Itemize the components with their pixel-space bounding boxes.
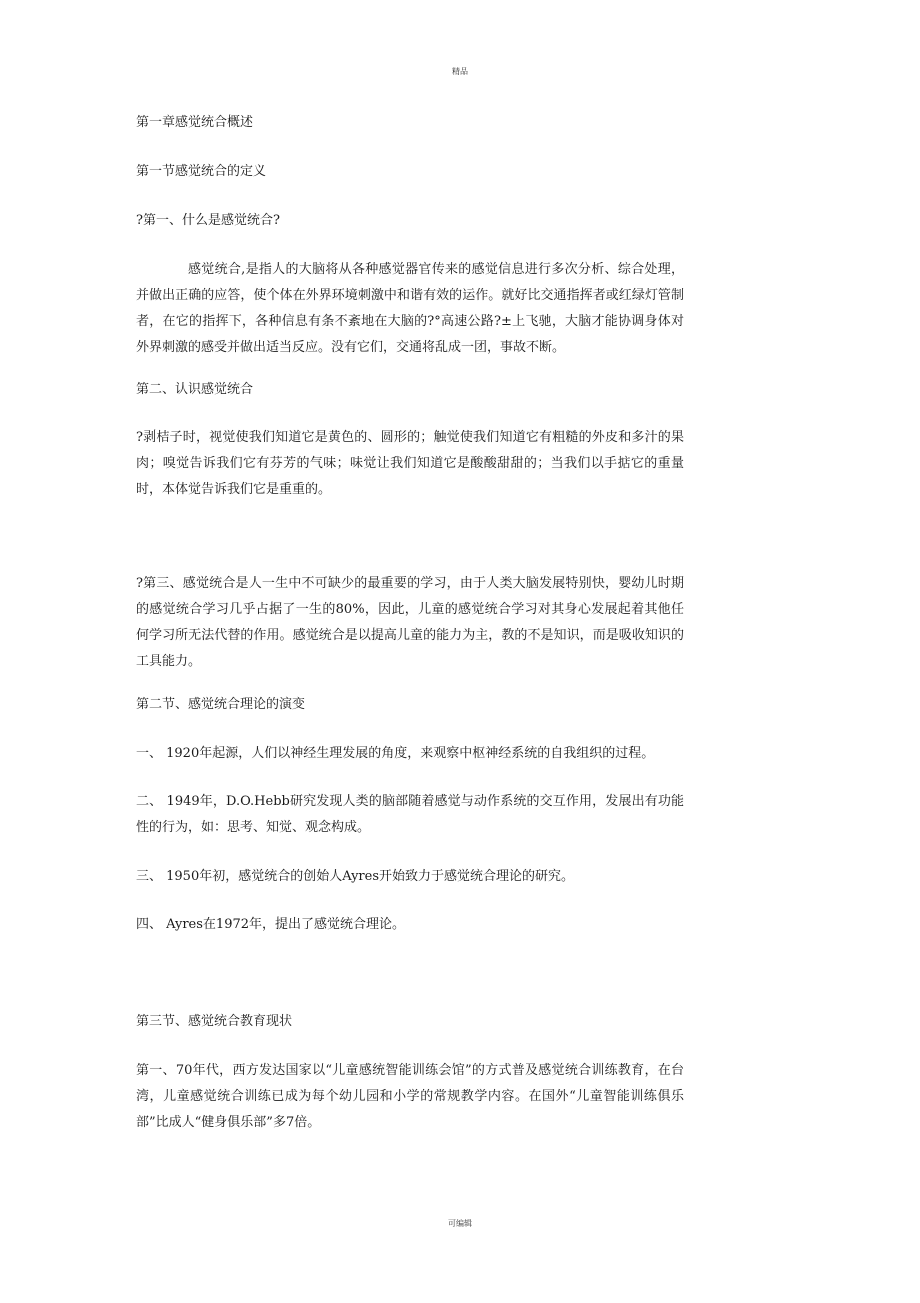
- question-heading: 第二、认识感觉统合: [136, 382, 254, 397]
- chapter-title: 第一章感觉统合概述: [136, 115, 254, 130]
- page-footer-mark: 可编辑: [448, 1219, 472, 1228]
- list-item: 四、 Ayres在1972年，提出了感觉统合理论。: [136, 917, 406, 932]
- list-item: 一、 1920年起源，人们以神经生理发展的角度，来观察中枢神经系统的自我组织的过程。: [136, 746, 655, 761]
- list-item: 三、 1950年初，感觉统合的创始人Ayres开始致力于感觉统合理论的研究。: [136, 869, 575, 884]
- paragraph: 感觉统合,是指人的大脑将从各种感觉器官传来的感觉信息进行多次分析、综合处理，并做出正确的应答，使个体在外界环境刺激中和谐有效的运作。就好比交通指挥者或红绿灯管制者，在它的指挥下，各种信息有条不紊地在大脑的?°高速公路?±上飞驰，大脑才能协调身体对外界刺激的感受并做出适当反应。没有它们，交通将乱成一团，事故不断。: [136, 262, 684, 355]
- page-header-mark: 精品: [452, 67, 468, 76]
- section-title: 第一节感觉统合的定义: [136, 164, 267, 179]
- list-item: 二、 1949年，D.O.Hebb研究发现人类的脑部随着感觉与动作系统的交互作用，发展出有功能性的行为，如：思考、知觉、观念构成。: [136, 794, 684, 835]
- paragraph: ?剥桔子时，视觉使我们知道它是黄色的、圆形的；触觉使我们知道它有粗糙的外皮和多汁的果肉；嗅觉告诉我们它有芬芳的气味；味觉让我们知道它是酸酸甜甜的；当我们以手掂它的重量时，本体觉告诉我们它是重重的。: [136, 430, 684, 497]
- section-title: 第三节、感觉统合教育现状: [136, 1014, 293, 1029]
- paragraph: ?第三、感觉统合是人一生中不可缺少的最重要的学习，由于人类大脑发展特别快，婴幼儿时期的感觉统合学习几乎占据了一生的80%，因此，儿童的感觉统合学习对其身心发展起着其他任何学习所无法代替的作用。感觉统合是以提高儿童的能力为主，教的不是知识，而是吸收知识的工具能力。: [136, 576, 684, 669]
- section-title: 第二节、感觉统合理论的演变: [136, 697, 306, 712]
- question-heading: ?第一、什么是感觉统合?: [136, 213, 280, 228]
- paragraph: 第一、70年代，西方发达国家以“儿童感统智能训练会馆”的方式普及感觉统合训练教育，在台湾，儿童感觉统合训练已成为每个幼儿园和小学的常规教学内容。在国外“儿童智能训练俱乐部”比成人“健身俱乐部”多7倍。: [136, 1063, 684, 1130]
